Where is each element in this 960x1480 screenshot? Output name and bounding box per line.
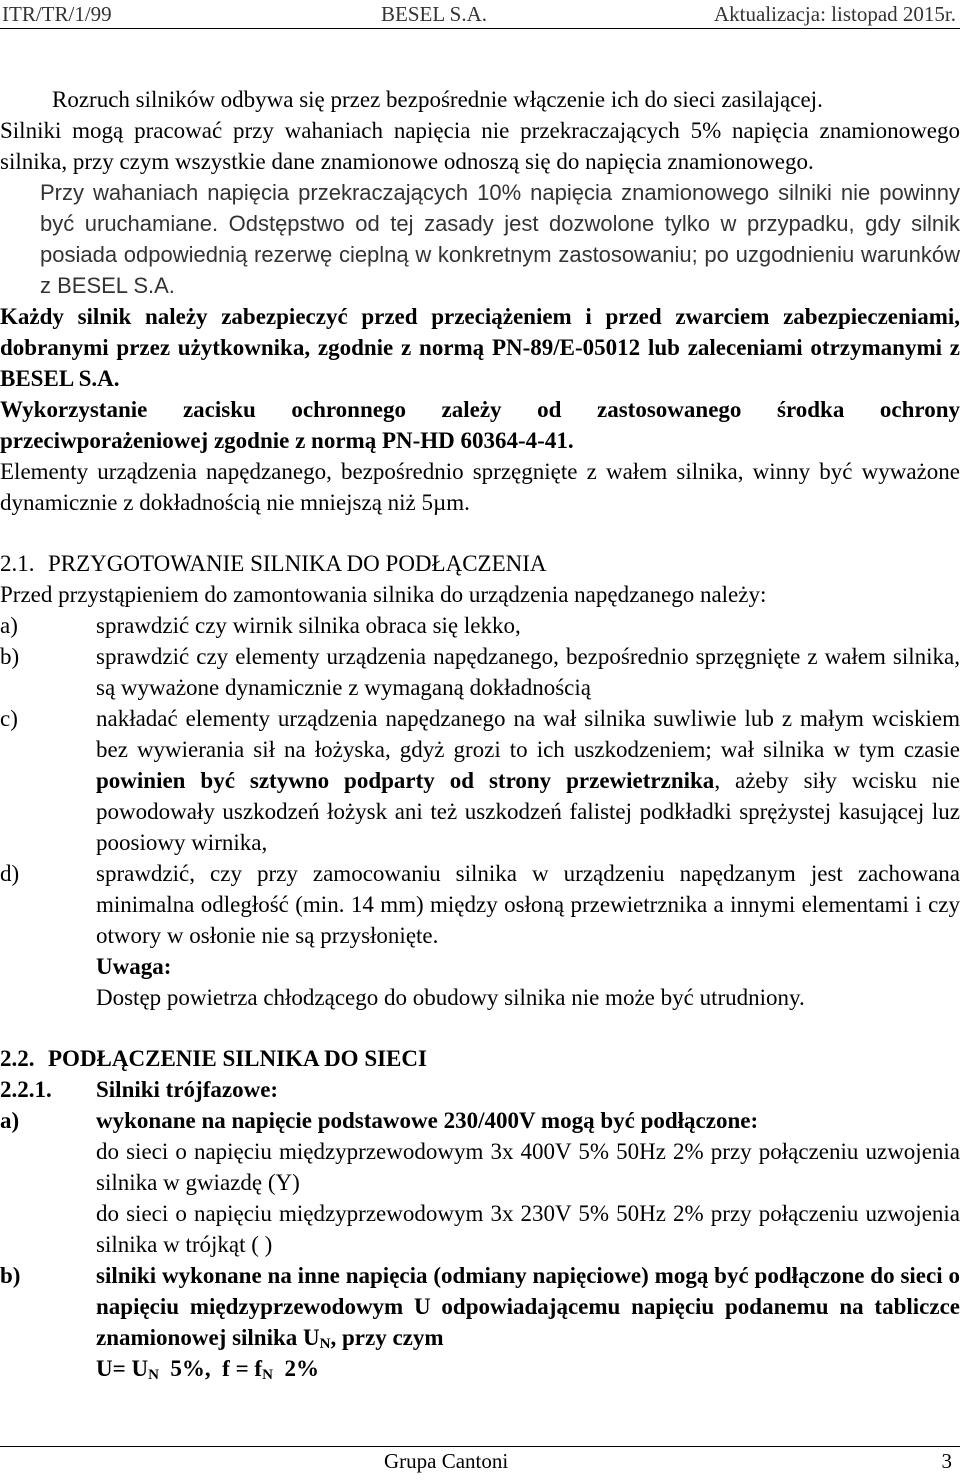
star-connection-text: do sieci o napięciu międzyprzewodowym 3x 400V 5% 50Hz 2% przy połączeniu uzwojenia silnika w gwiazdę (Y) (96, 1139, 960, 1195)
page-number: 3 (941, 1449, 952, 1473)
intro-line-1: Rozruch silników odbywa się przez bezpośrednie włączenie ich do sieci zasilającej. (52, 87, 823, 112)
intro-paragraph-1: Silniki mogą pracować przy wahaniach napięcia nie przekraczających 5% napięcia znamionowego silnika, przy czym wszystkie dane znamionowe odnoszą się do napięcia znamionowego. (0, 118, 960, 174)
delta-connection-text: do sieci o napięciu międzyprzewodowym 3x 230V 5% 50Hz 2% przy połączeniu uzwojenia silnika w trójkąt ( ) (96, 1201, 960, 1257)
update-date: Aktualizacja: listopad 2015r. (713, 2, 956, 26)
intro-paragraph-2a (0, 177, 960, 301)
voltage-frequency-formula: $U= U_N$ 5%, $f = f_N$ 2% (96, 1356, 319, 1383)
list-item: b) sprawdzić czy elementy urządzenia napędzanego, bezpośrednio sprzęgnięte z wałem silnika, są wyważone dynamicznie z wymaganą dokładnością (0, 644, 960, 700)
section-title: PODŁĄCZENIE SILNIKA DO SIECI (48, 1046, 427, 1071)
section-2-1-heading (0, 548, 960, 579)
list-item: b) silniki wykonane na inne napięcia (odmiany napięciowe) mogą być podłączone do sieci o napięciu międzyprzewodowym U odpowiadającemu napięciu podanemu na tabliczce znamionowej silnika $U_N$, przy czym (0, 1263, 960, 1352)
section-2-2-heading: 2.2. PODŁĄCZENIE SILNIKA DO SIECI (0, 1046, 427, 1071)
page-footer (0, 1446, 960, 1480)
voltage-fluctuation-text: Przy wahaniach napięcia przekraczających 10% napięcia znamionowego silniki nie powinny być uruchamiane. (40, 180, 960, 236)
list-item: d) sprawdzić, czy przy zamocowaniu silnika w urządzeniu napędzanym jest zachowana minimalna odległość (min. 14 mm) między osłoną przewietrznika a innymi elementami i czy otwory w osłonie nie są przysłonięte. (0, 861, 960, 948)
document-body (0, 84, 960, 1384)
note-text: Dostęp powietrza chłodzącego do obudowy silnika nie może być utrudniony. (96, 985, 805, 1010)
list-item: a) sprawdzić czy wirnik silnika obraca się lekko, (0, 613, 521, 638)
emphasis-text: powinien być sztywno podparty od strony przewietrznika (96, 768, 715, 793)
section-2-1-lead: Przed przystąpieniem do zamontowania silnika do urządzenia napędzanego należy: (0, 582, 767, 607)
footer-company: Grupa Cantoni (384, 1449, 509, 1473)
header-company: BESEL S.A. (381, 2, 487, 26)
subsection-2-2-1-heading: 2.2.1. Silniki trójfazowe: (0, 1077, 279, 1102)
exception-text: Odstępstwo od tej zasady jest dozwolone tylko w przypadku, gdy silnik posiada odpowiednią rezerwę cieplną w konkretnym zastosowaniu; po uzgodnieniu warunków z BESEL S.A. (40, 211, 960, 298)
section-number: 2.1. (0, 551, 35, 576)
balancing-paragraph: Elementy urządzenia napędzanego, bezpośrednio sprzęgnięte z wałem silnika, winny być wyważone dynamicznie z dokładnością nie mniejszą niż 5µm. (0, 459, 960, 515)
doc-id: ITR/TR/1/99 (2, 2, 112, 26)
section-title: PRZYGOTOWANIE SILNIKA DO PODŁĄCZENIA (48, 551, 547, 576)
page-header (0, 0, 960, 29)
note-label: Uwaga: (96, 954, 172, 979)
list-item: a) wykonane na napięcie podstawowe 230/400V mogą być podłączone: (0, 1108, 759, 1133)
list-item: c) nakładać elementy urządzenia napędzanego na wał silnika suwliwie lub z małym wciskiem bez wywierania sił na łożyska, gdyż grozi to ich uszkodzeniem; wał silnika w tym czasie powinien być sztywno podparty od strony przewietrznika, ażeby siły wcisku nie powodowały uszkodzeń łożysk ani też uszkodzeń falistej podkładki sprężystej kasującej luz poosiowy wirnika, (0, 706, 960, 855)
protection-paragraph: Każdy silnik należy zabezpieczyć przed przeciążeniem i przed zwarciem zabezpieczeniami, dobranymi przez użytkownika, zgodnie z normą PN-89/E-05012 lub zaleceniami otrzymanymi z BESEL S.A. (0, 304, 960, 391)
ground-terminal-paragraph: Wykorzystanie zacisku ochronnego zależy od zastosowanego środka ochrony przeciwporażeniowej zgodnie z normą PN-HD 60364-4-41. (0, 397, 960, 453)
